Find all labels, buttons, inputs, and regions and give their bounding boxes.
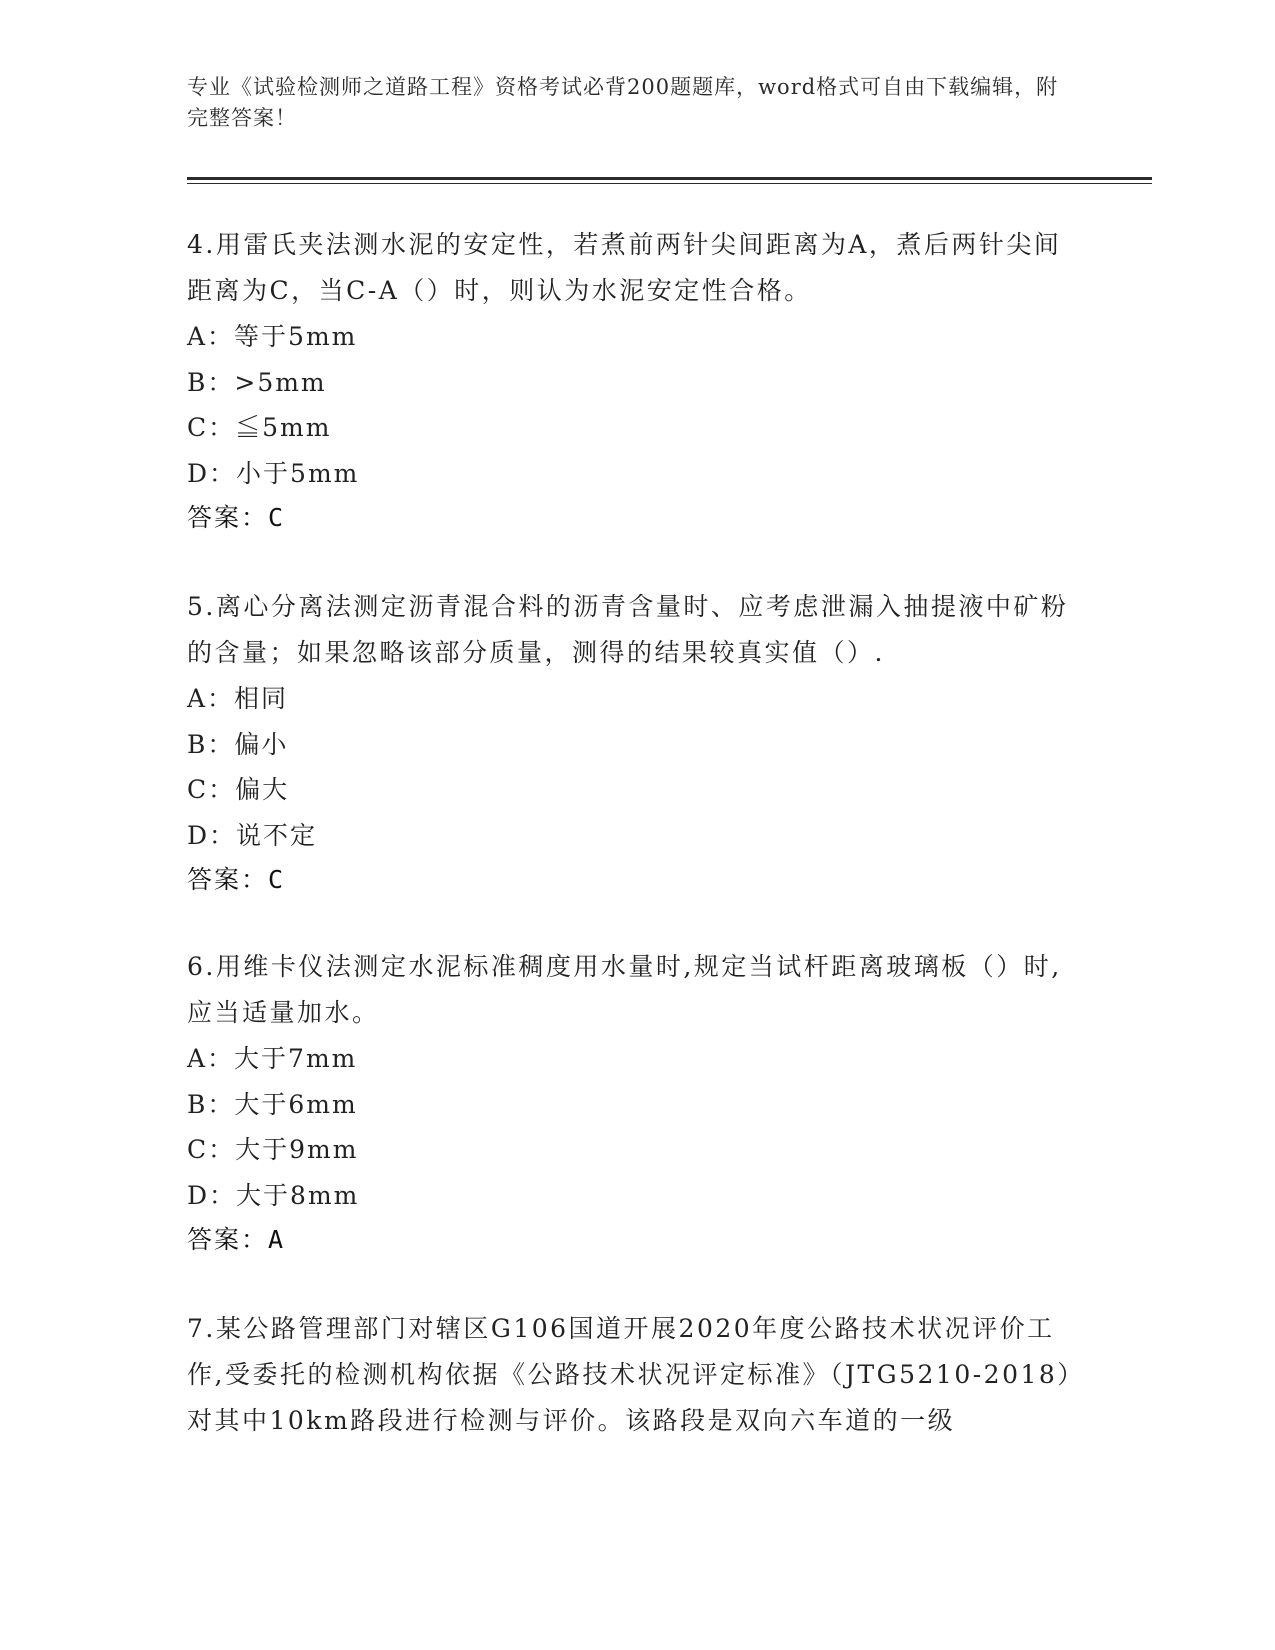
header-divider-thin <box>187 183 1152 184</box>
option-c: C：大于9mm <box>187 1135 359 1164</box>
answer-line <box>187 1218 1087 1262</box>
header-divider-thick <box>187 177 1152 180</box>
option-c: C：偏大 <box>187 775 290 804</box>
question-4 <box>187 222 1087 540</box>
option-a: A：大于7mm <box>187 1044 358 1073</box>
answer-line <box>187 858 1087 902</box>
answer-label: 答案： <box>187 1225 269 1254</box>
question-stem: 7.某公路管理部门对辖区G106国道开展2020年度公路技术状况评价工作,受委托的检测机构依据《公路技术状况评定标准》（JTG5210-2018）对其中10km路段进行检测与评价。该路段是双向六车道的一级 <box>187 1314 1085 1435</box>
answer-value: C <box>268 865 284 894</box>
answer-value: C <box>268 503 284 532</box>
question-7 <box>187 1306 1087 1444</box>
answer-label: 答案： <box>187 865 269 894</box>
option-a: A：相同 <box>187 684 289 713</box>
question-5 <box>187 584 1087 902</box>
option-b: B：大于6mm <box>187 1089 358 1119</box>
option-d: D：大于8mm <box>187 1180 360 1210</box>
option-c: C：≦5mm <box>187 413 332 442</box>
question-stem: 5.离心分离法测定沥青混合料的沥青含量时、应考虑泄漏入抽提液中矿粉的含量；如果忽略该部分质量，测得的结果较真实值（）. <box>187 592 1069 667</box>
answer-line <box>187 496 1087 540</box>
option-b: B：>5mm <box>187 367 327 397</box>
option-b: B：偏小 <box>187 729 289 759</box>
option-a: A：等于5mm <box>187 322 358 351</box>
question-6 <box>187 944 1087 1262</box>
option-d: D：说不定 <box>187 820 318 850</box>
question-stem: 4.用雷氏夹法测水泥的安定性，若煮前两针尖间距离为A，煮后两针尖间距离为C，当C-A（）时，则认为水泥安定性合格。 <box>187 230 1062 305</box>
answer-label: 答案： <box>187 503 269 532</box>
answer-value: A <box>268 1225 284 1254</box>
question-stem: 6.用维卡仪法测定水泥标准稠度用水量时,规定当试杆距离玻璃板（）时,应当适量加水。 <box>187 952 1062 1027</box>
option-d: D：小于5mm <box>187 458 360 488</box>
document-header: 专业《试验检测师之道路工程》资格考试必背200题题库，word格式可自由下载编辑，附完整答案！ <box>187 75 1059 130</box>
